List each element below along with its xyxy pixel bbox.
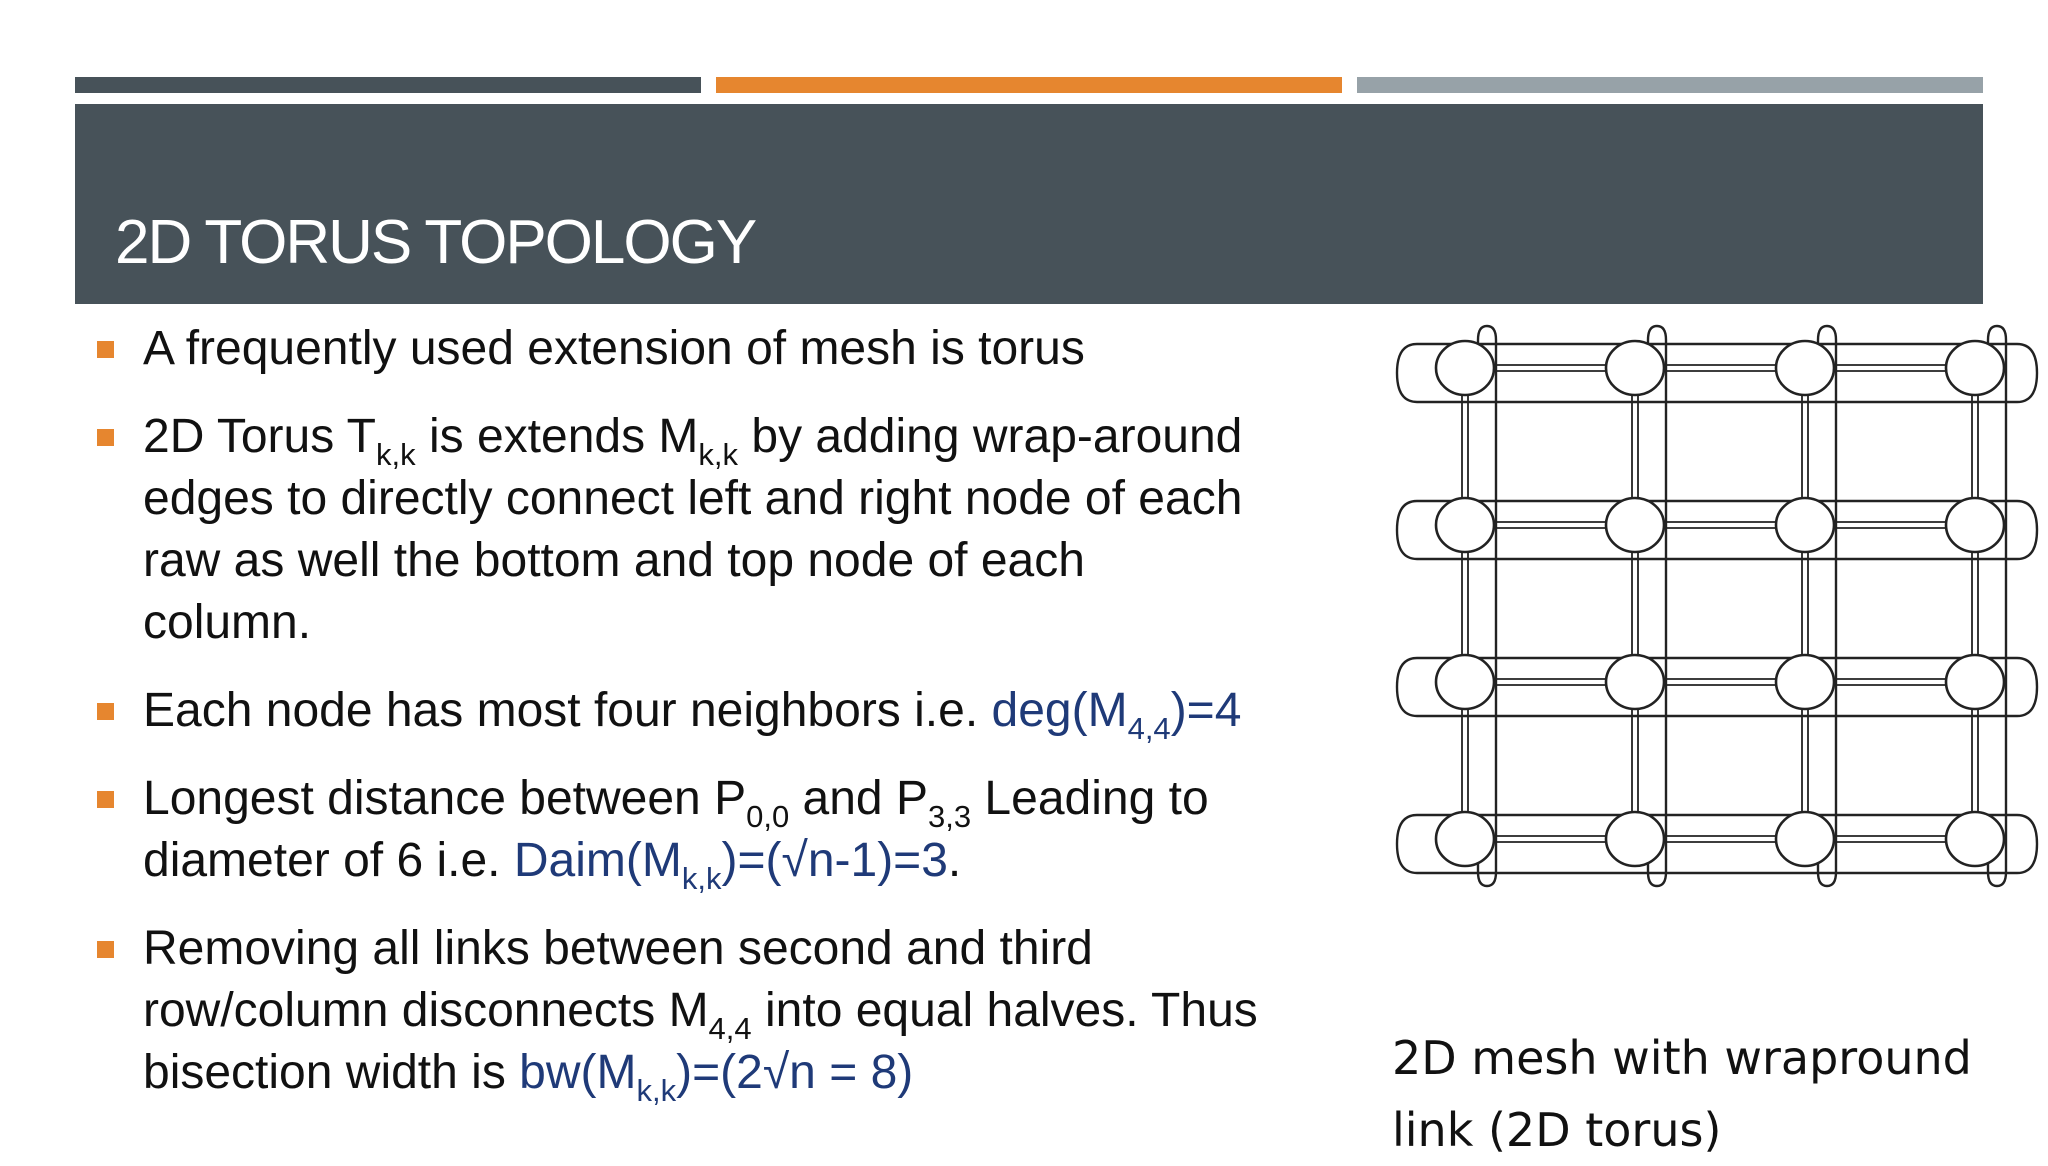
mesh-node	[1436, 341, 1494, 395]
bullet-text: row/column disconnects M	[143, 984, 709, 1037]
column-wraparound-link	[1988, 326, 2006, 886]
bullet-item	[95, 406, 1370, 654]
bullet-text: by adding wrap-around	[738, 410, 1243, 463]
bullet-text: Each node has most four neighbors i.e.	[143, 684, 992, 737]
bullet-marker	[97, 429, 114, 446]
mesh-node	[1946, 498, 2004, 552]
bullet-text: A frequently used extension of mesh is torus	[143, 322, 1085, 375]
bullet-marker	[97, 341, 114, 358]
mesh-node	[1606, 341, 1664, 395]
formula-text: bw(M	[519, 1046, 637, 1099]
bullet-line	[143, 468, 1370, 530]
column-wraparound-link	[1478, 326, 1496, 886]
bullet-line	[143, 830, 1370, 896]
subscript: k,k	[681, 861, 722, 896]
mesh-node	[1436, 812, 1494, 866]
mesh-node	[1606, 655, 1664, 709]
bullet-line	[143, 918, 1370, 980]
bullet-marker	[97, 941, 114, 958]
bullet-item	[95, 680, 1370, 746]
bullet-text: is extends M	[415, 410, 699, 463]
bullet-item	[95, 918, 1370, 1108]
bullet-line	[143, 530, 1370, 592]
bullet-text: Longest distance between P	[143, 772, 747, 825]
subscript: k,k	[698, 437, 739, 472]
mesh-node	[1776, 655, 1834, 709]
bullet-text: .	[947, 834, 962, 887]
formula-text: Daim(M	[513, 834, 682, 887]
subscript: 4,4	[708, 1011, 752, 1046]
bullet-item	[95, 318, 1370, 380]
bullet-text: and P	[789, 772, 928, 825]
bullet-text: column.	[143, 596, 312, 649]
mesh-node	[1436, 655, 1494, 709]
formula-text: deg(M	[991, 684, 1128, 737]
mesh-node	[1946, 655, 2004, 709]
formula-text: )=(√n-1)=3	[721, 834, 948, 887]
accent-bar-middle	[716, 77, 1342, 93]
bullet-text: bisection width is	[143, 1046, 520, 1099]
accent-bar-left	[75, 77, 701, 93]
bullet-text: raw as well the bottom and top node of each	[143, 534, 1085, 587]
bullet-item	[95, 768, 1370, 896]
title-band	[75, 104, 1983, 304]
bullet-text: diameter of 6 i.e.	[143, 834, 514, 887]
subscript: 3,3	[927, 799, 972, 834]
subscript: k,k	[636, 1073, 677, 1108]
bullet-line	[143, 768, 1370, 834]
bullet-text: 2D Torus T	[143, 410, 376, 463]
bullet-text: Leading to	[971, 772, 1209, 825]
bullet-marker	[97, 791, 114, 808]
mesh-node	[1436, 498, 1494, 552]
caption-line: link (2D torus)	[1392, 1103, 1722, 1157]
bullet-text: into equal halves. Thus	[751, 984, 1258, 1037]
slide-title: 2D TORUS TOPOLOGY	[115, 208, 756, 277]
subscript: 4,4	[1127, 711, 1171, 746]
mesh-node	[1776, 341, 1834, 395]
bullet-line	[143, 406, 1370, 472]
bullet-line	[143, 1042, 1370, 1108]
column-wraparound-link	[1818, 326, 1836, 886]
caption-line: 2D mesh with wrapround	[1392, 1031, 1972, 1085]
mesh-node	[1946, 812, 2004, 866]
column-wraparound-link	[1648, 326, 1666, 886]
bullet-list	[95, 318, 1370, 1130]
bullet-line	[143, 980, 1370, 1046]
formula-text: )=(2√n = 8)	[676, 1046, 914, 1099]
bullet-line	[143, 592, 1370, 654]
mesh-node	[1946, 341, 2004, 395]
subscript: k,k	[376, 437, 416, 472]
mesh-node	[1776, 812, 1834, 866]
figure-caption	[1392, 1022, 2042, 1166]
bullet-text: Removing all links between second and third	[143, 922, 1093, 975]
mesh-node	[1606, 498, 1664, 552]
bullet-line	[143, 318, 1370, 380]
formula-text: )=4	[1170, 684, 1242, 737]
mesh-node	[1606, 812, 1664, 866]
mesh-node	[1776, 498, 1834, 552]
accent-bar-right	[1357, 77, 1983, 93]
bullet-text: edges to directly connect left and right node of each	[143, 472, 1243, 525]
subscript: 0,0	[746, 799, 790, 834]
bullet-marker	[97, 703, 114, 720]
torus-diagram	[1385, 318, 2048, 898]
bullet-line	[143, 680, 1370, 746]
